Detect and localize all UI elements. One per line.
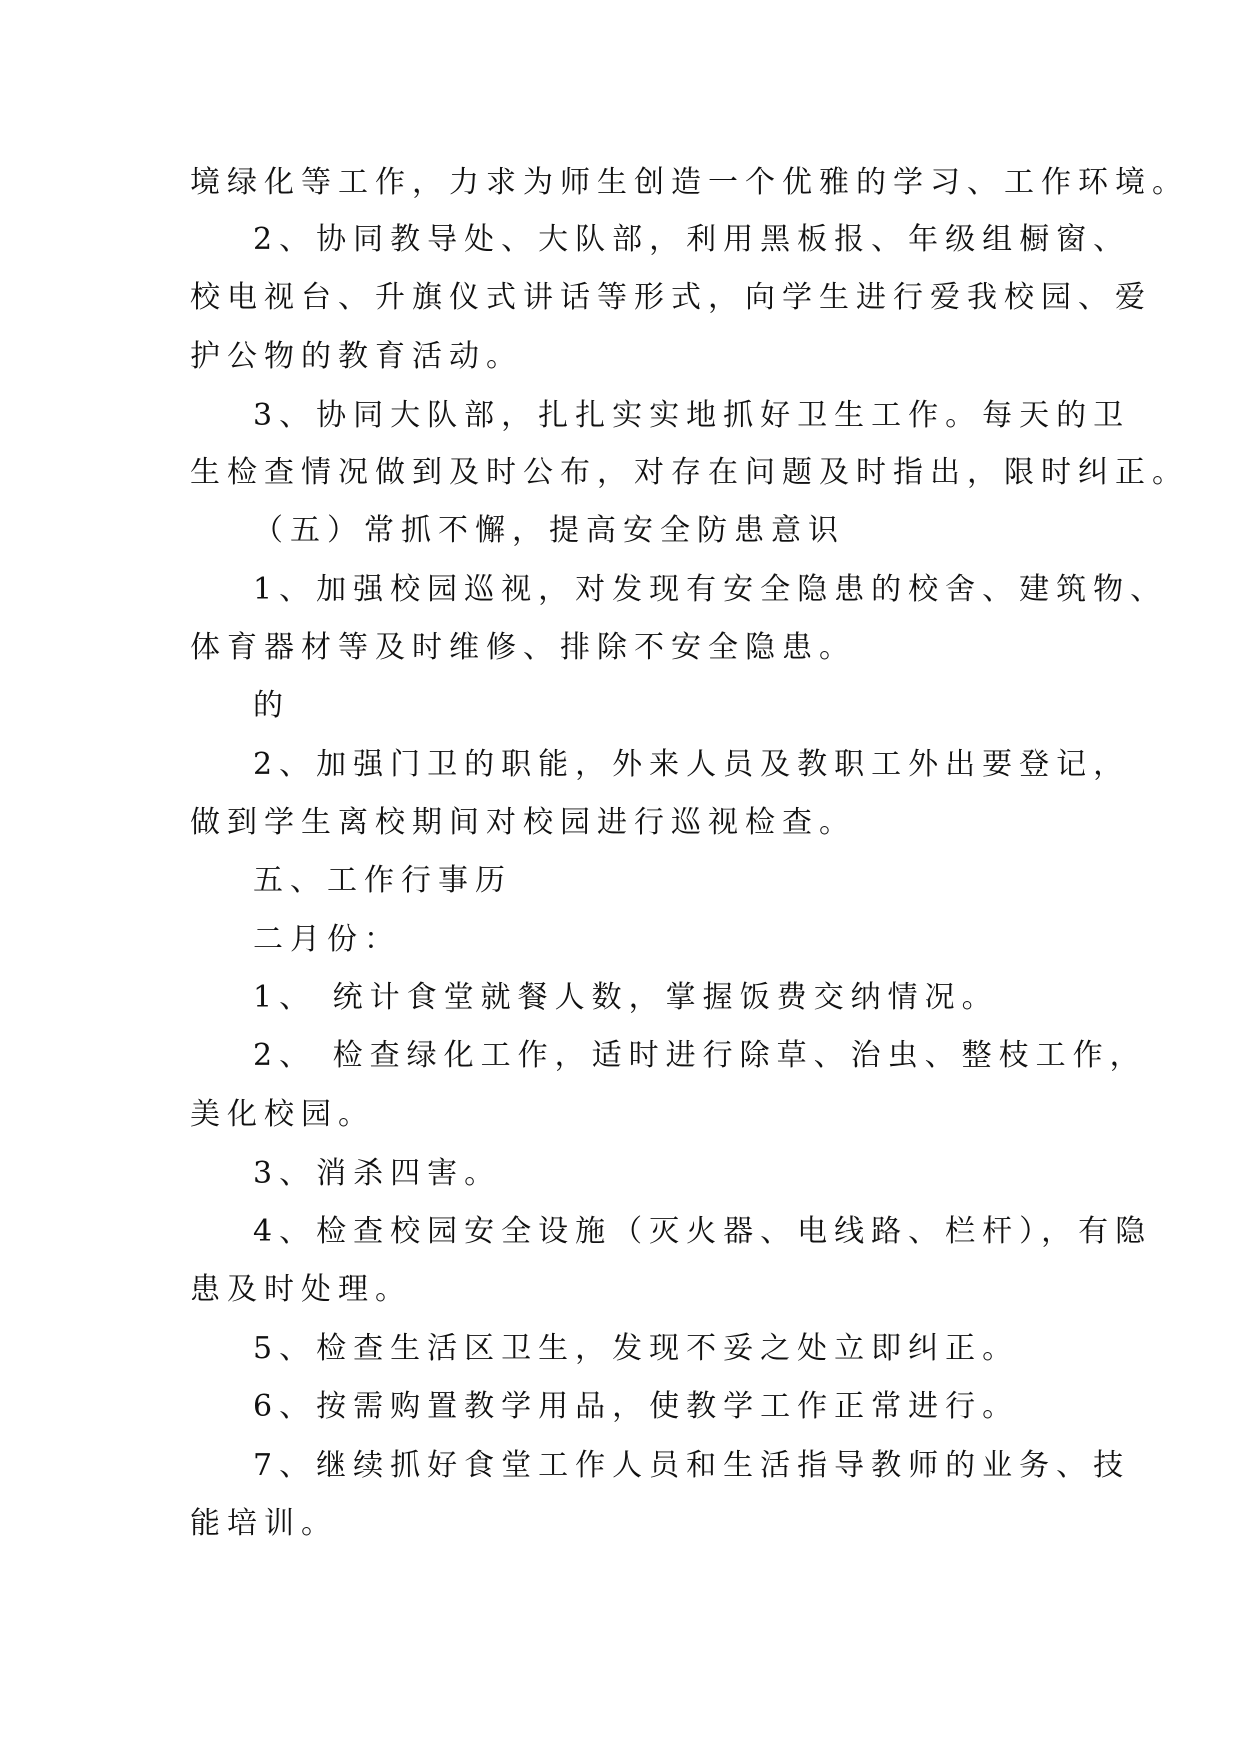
text-line: 5、检查生活区卫生，发现不妥之处立即纠正。 [253,1331,1020,1366]
month-heading: 二月份： [253,922,401,957]
text-line: 6、按需购置教学用品，使教学工作正常进行。 [253,1389,1020,1424]
text-line: 2、协同教导处、大队部，利用黑板报、年级组橱窗、 [253,222,1131,257]
text-line: 患及时处理。 [190,1272,412,1307]
text-line: 能培训。 [190,1506,338,1541]
text-line: 2、加强门卫的职能，外来人员及教职工外出要登记， [253,747,1131,782]
text-line: 的 [253,688,290,723]
text-line: 1、 统计食堂就餐人数，掌握饭费交纳情况。 [253,980,999,1015]
text-line: 美化校园。 [190,1097,375,1132]
text-line: 7、继续抓好食堂工作人员和生活指导教师的业务、技 [253,1448,1131,1483]
text-line: 境绿化等工作，力求为师生创造一个优雅的学习、工作环境。 [190,165,1189,200]
text-line: 3、协同大队部，扎扎实实地抓好卫生工作。每天的卫 [253,398,1131,433]
text-line: 2、 检查绿化工作，适时进行除草、治虫、整枝工作， [253,1038,1147,1073]
text-line: 生检查情况做到及时公布，对存在问题及时指出，限时纠正。 [190,455,1189,490]
text-line: 做到学生离校期间对校园进行巡视检查。 [190,805,856,840]
text-line: 3、消杀四害。 [253,1156,502,1191]
text-line: 护公物的教育活动。 [190,339,523,374]
text-line: 体育器材等及时维修、排除不安全隐患。 [190,630,856,665]
section-heading: 五、工作行事历 [253,863,512,898]
text-line: 校电视台、升旗仪式讲话等形式，向学生进行爱我校园、爱 [190,280,1152,315]
section-heading: （五）常抓不懈，提高安全防患意识 [253,513,845,548]
text-line: 4、检查校园安全设施（灭火器、电线路、栏杆），有隐 [253,1214,1153,1249]
text-line: 1、加强校园巡视，对发现有安全隐患的校舍、建筑物、 [253,572,1168,607]
